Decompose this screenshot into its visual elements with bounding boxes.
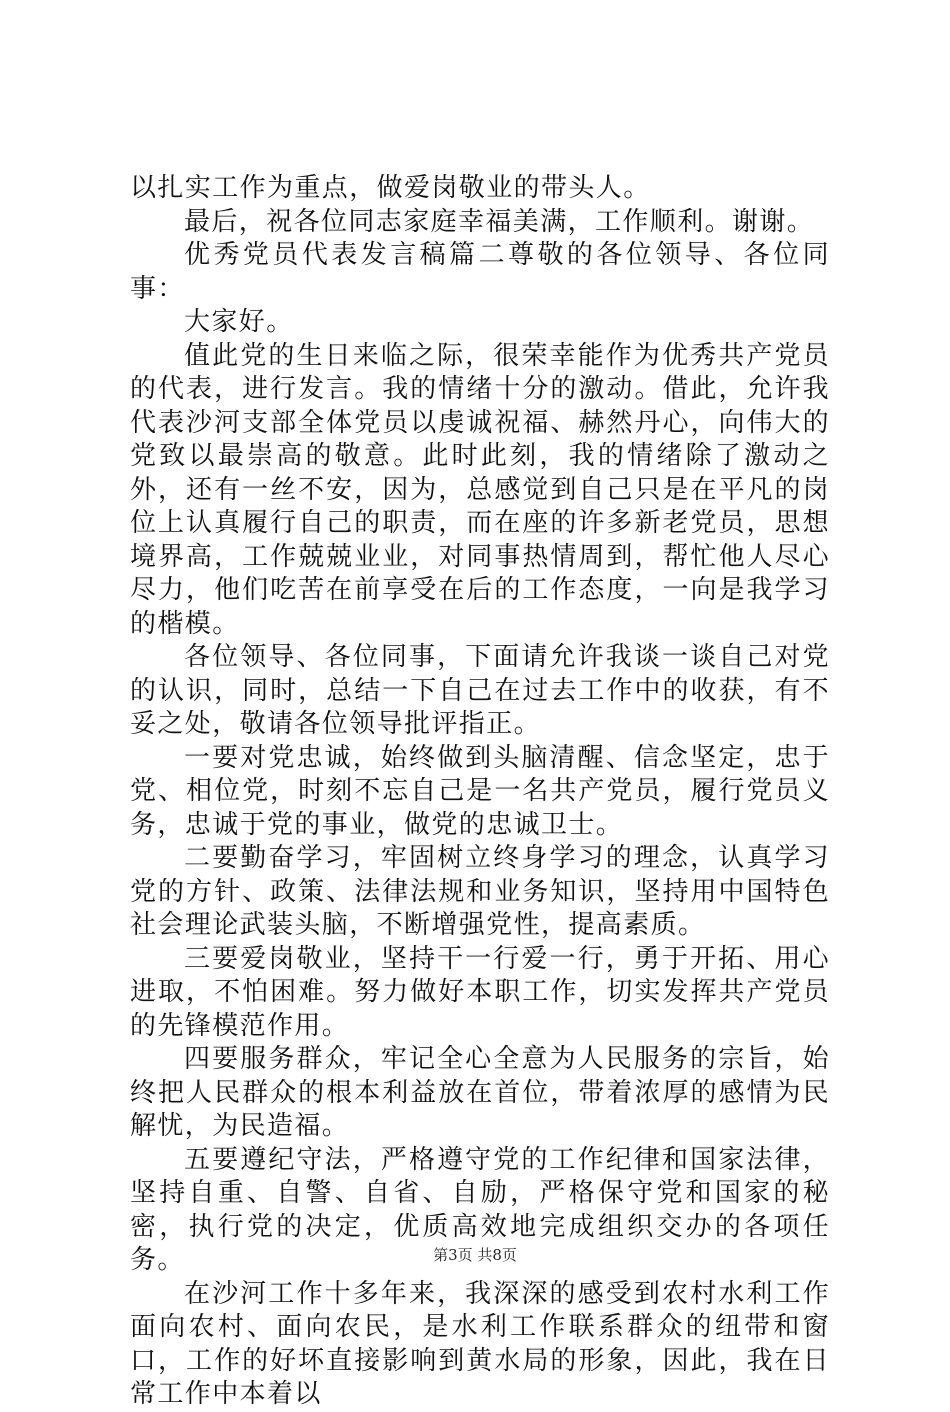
paragraph-3-heading: 优秀党员代表发言稿篇二尊敬的各位领导、各位同事： [130,240,830,304]
document-body [130,172,830,1412]
paragraph-7: 一要对党忠诚，始终做到头脑清醒、信念坚定，忠于党、相位党，时刻不忘自己是一名共产党员，履行党员义务，忠诚于党的事业，做党的忠诚卫士。 [130,742,830,840]
page-footer [0,1244,950,1265]
paragraph-12: 在沙河工作十多年来，我深深的感受到农村水利工作面向农村、面向农民，是水利工作联系群众的纽带和窗口，工作的好坏直接影响到黄水局的形象，因此，我在日常工作中本着以 [130,1278,830,1409]
paragraph-2: 最后，祝各位同志家庭幸福美满，工作顺利。谢谢。 [184,206,815,237]
paragraph-10: 四要服务群众，牢记全心全意为人民服务的宗旨，始终把人民群众的根本利益放在首位，带着浓厚的感情为民解忧，为民造福。 [130,1044,830,1141]
paragraph-6: 各位领导、各位同事，下面请允许我谈一谈自己对党的认识，同时，总结一下自己在过去工作中的收获，有不妥之处，敬请各位领导批评指正。 [130,642,830,739]
paragraph-8: 二要勤奋学习，牢固树立终身学习的理念，认真学习党的方针、政策、法律法规和业务知识，坚持用中国特色社会理论武装头脑，不断增强党性，提高素质。 [130,843,830,940]
paragraph-5: 值此党的生日来临之际，很荣幸能作为优秀共产党员的代表，进行发言。我的情绪十分的激动。借此，允许我代表沙河支部全体党员以虔诚祝福、赫然丹心，向伟大的党致以最崇高的敬意。此时此刻，我的情绪除了激动之外，还有一丝不安，因为，总感觉到自己只是在平凡的岗位上认真履行自己的职责，而在座的许多新老党员，思想境界高，工作兢兢业业，对同事热情周到，帮忙他人尽心尽力，他们吃苦在前享受在后的工作态度，一向是我学习的楷模。 [130,340,830,639]
paragraph-11: 五要遵纪守法，严格遵守党的工作纪律和国家法律，坚持自重、自警、自省、自励，严格保守党和国家的秘密，执行党的决定，优质高效地完成组织交办的各项任务。 [130,1144,830,1275]
paragraph-1: 以扎实工作为重点，做爱岗敬业的带头人。 [130,173,651,203]
paragraph-4-greeting: 大家好。 [184,307,294,337]
paragraph-9: 三要爱岗敬业，坚持干一行爱一行，勇于开拓、用心进取，不怕困难。努力做好本职工作，切实发挥共产党员的先锋模范作用。 [130,943,830,1041]
page-number-label: 第3页 共8页 [433,1246,517,1264]
